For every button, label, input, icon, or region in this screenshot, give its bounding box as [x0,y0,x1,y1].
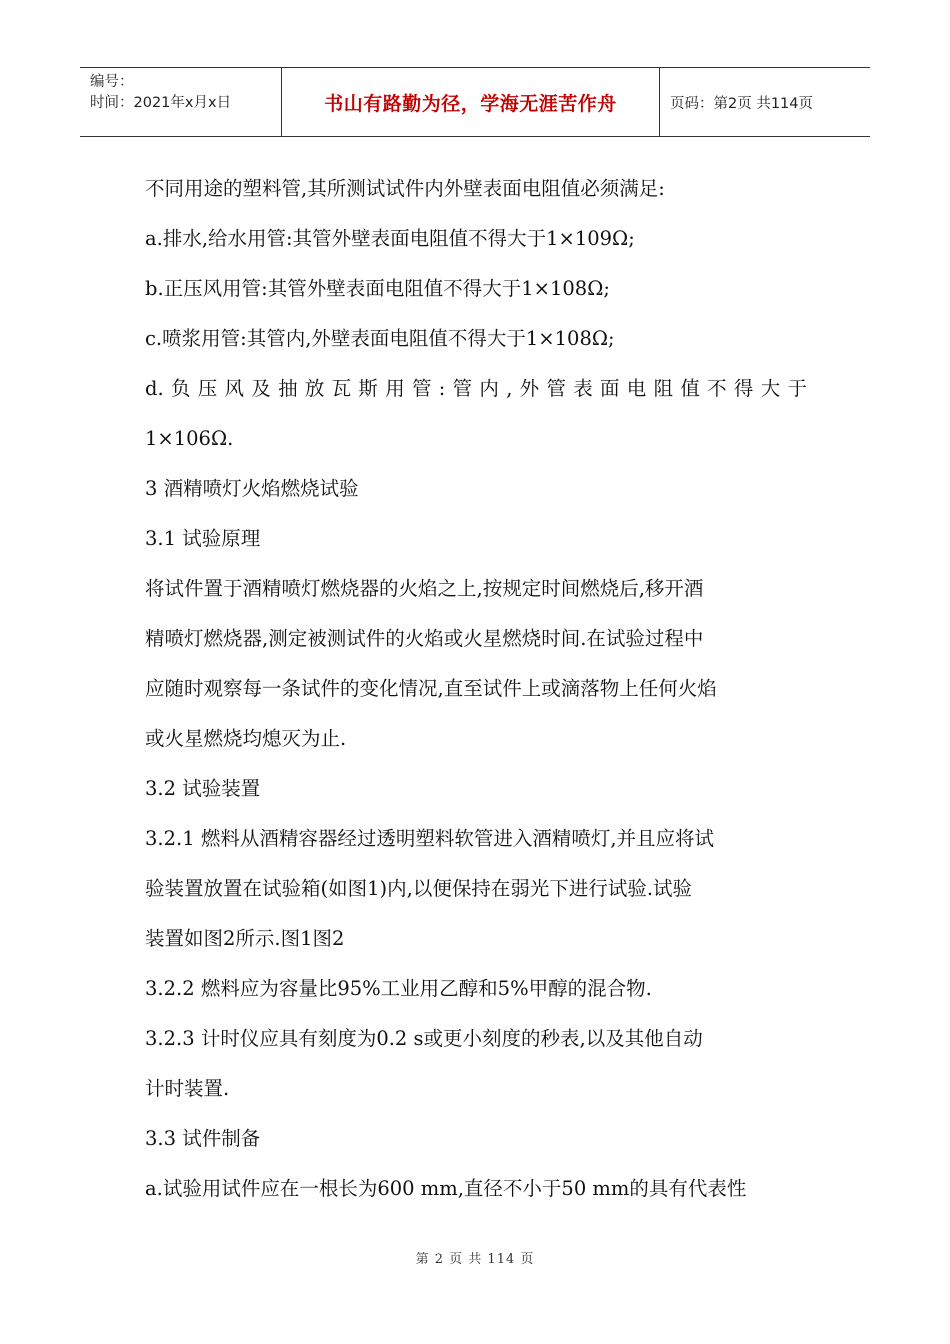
body-line: 装置如图2所示.图1图2 [145,927,345,950]
header-page-info: 页码：第2页 共114页 [670,95,814,112]
body-line: 3.2.1 燃料从酒精容器经过透明塑料软管进入酒精喷灯,并且应将试 [145,827,715,850]
document-body [145,164,807,1214]
section-heading: 3 酒精喷灯火焰燃烧试验 [145,477,359,500]
body-line: c.喷浆用管:其管内,外壁表面电阻值不得大于1×108Ω; [145,327,615,350]
body-line: 将试件置于酒精喷灯燃烧器的火焰之上,按规定时间燃烧后,移开酒 [145,577,704,600]
header-meta [80,68,282,136]
body-line: 3.2.3 计时仪应具有刻度为0.2 s或更小刻度的秒表,以及其他自动 [145,1027,703,1050]
header-date-label: 时间：2021年x月x日 [90,95,232,111]
section-heading: 3.3 试件制备 [145,1127,261,1150]
body-line: b.正压风用管:其管外壁表面电阻值不得大于1×108Ω; [145,277,610,300]
header-number-label: 编号： [90,74,134,90]
body-line: 应随时观察每一条试件的变化情况,直至试件上或滴落物上任何火焰 [145,677,717,700]
body-line: 3.2.2 燃料应为容量比95%工业用乙醇和5%甲醇的混合物. [145,977,652,1000]
page-footer: 第 2 页 共 114 页 [415,1252,535,1267]
section-heading: 3.1 试验原理 [145,527,261,550]
body-line: 精喷灯燃烧器,测定被测试件的火焰或火星燃烧时间.在试验过程中 [145,627,704,650]
body-line: 1×106Ω. [145,427,234,450]
body-line: 验装置放置在试验箱(如图1)内,以便保持在弱光下进行试验.试验 [145,877,693,900]
body-line: 不同用途的塑料管,其所测试试件内外壁表面电阻值必须满足: [145,177,665,200]
body-line: a.排水,给水用管:其管外壁表面电阻值不得大于1×109Ω; [145,227,635,250]
section-heading: 3.2 试验装置 [145,777,261,800]
body-line: a.试验用试件应在一根长为600 mm,直径不小于50 mm的具有代表性 [145,1177,747,1200]
header-motto: 书山有路勤为径，学海无涯苦作舟 [282,68,660,136]
page-header [80,67,870,137]
body-line: 计时装置. [145,1077,230,1100]
body-line: d.负压风及抽放瓦斯用管:管内,外管表面电阻值不得大于 [145,377,807,400]
body-line: 或火星燃烧均熄灭为止. [145,727,347,750]
